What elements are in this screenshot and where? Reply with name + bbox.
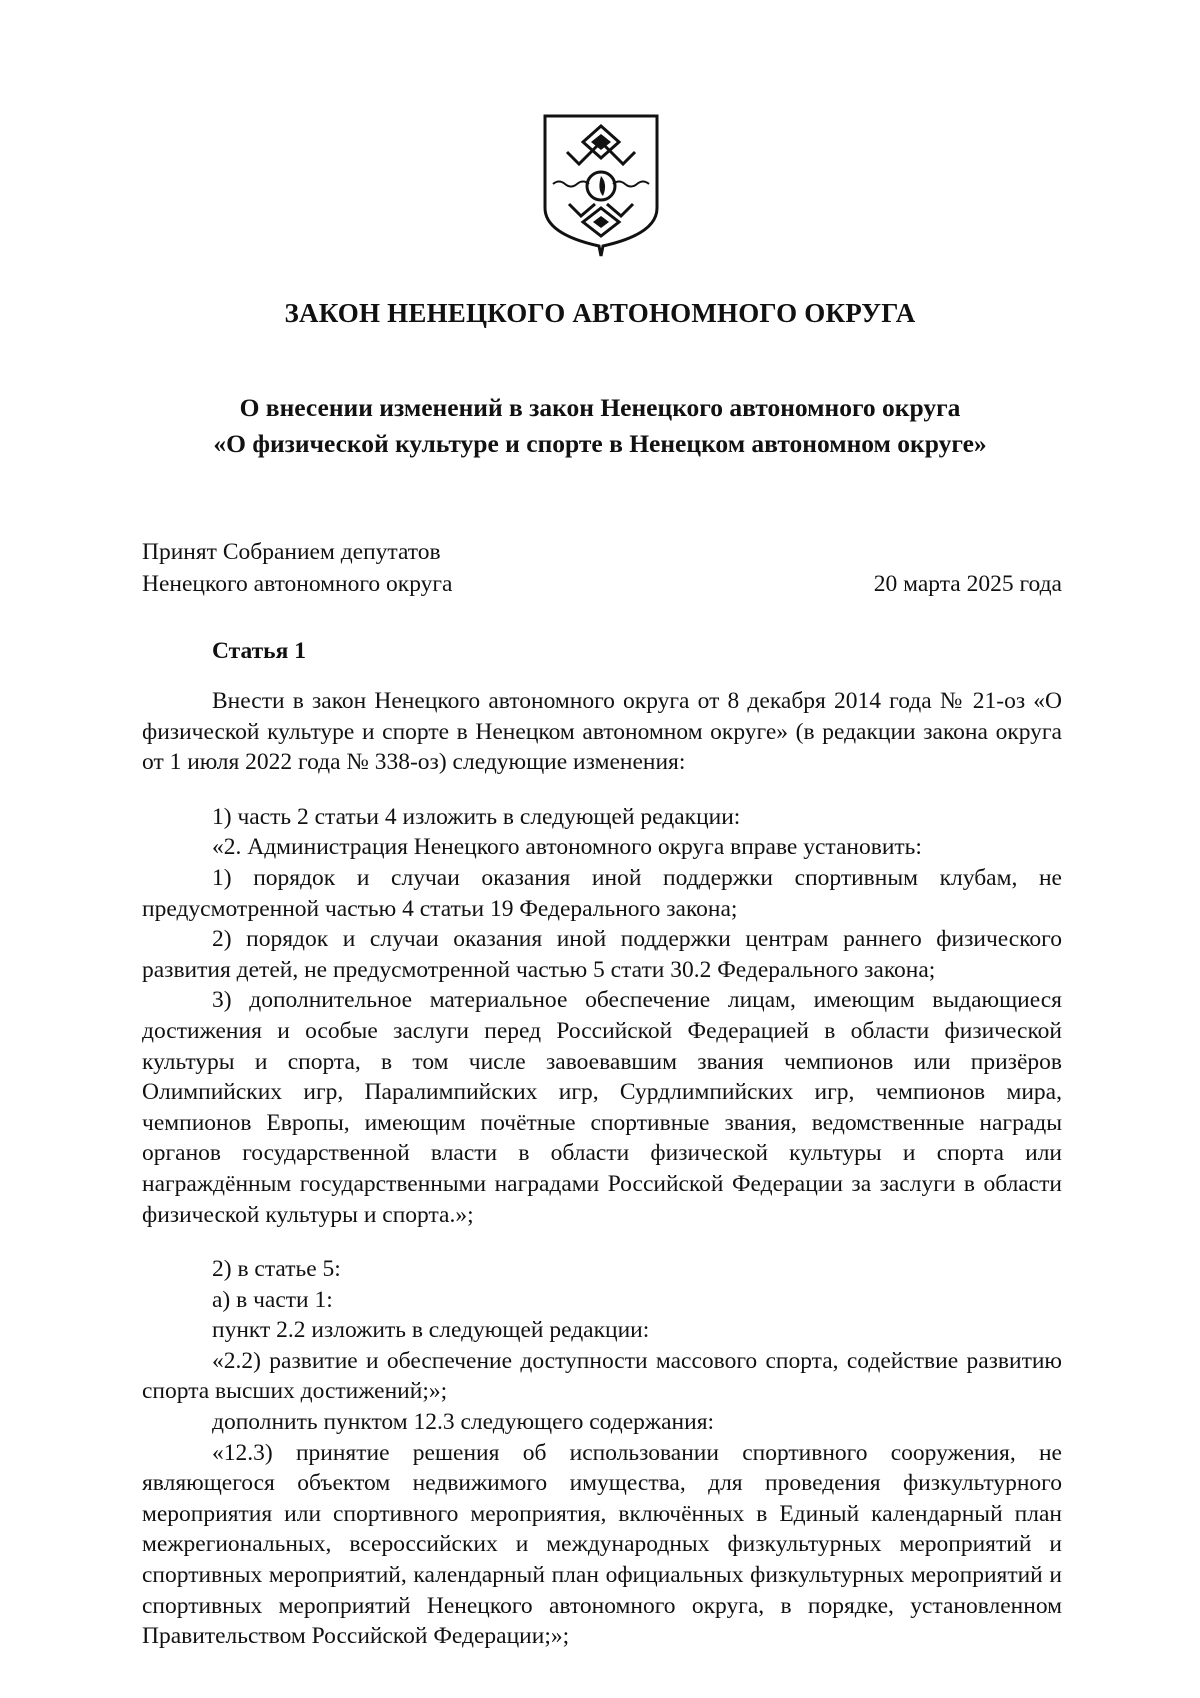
- nenets-coat-of-arms-icon: [541, 112, 661, 258]
- paragraph: «2.2) развитие и обеспечение доступности массового спорта, содействие развитию спорта высших достижений;»;: [142, 1347, 1062, 1405]
- adopted-by-line-1: Принят Собранием депутатов: [142, 539, 441, 565]
- law-title: ЗАКОН НЕНЕЦКОГО АВТОНОМНОГО ОКРУГА: [284, 298, 916, 328]
- article-body: [142, 686, 1062, 1652]
- coat-of-arms-graphic: [541, 112, 661, 258]
- article-heading: Статья 1: [212, 638, 306, 664]
- subtitle-line-2: «О физической культуре и спорте в Ненецком автономном округе»: [213, 429, 987, 458]
- paragraph: дополнить пунктом 12.3 следующего содержания:: [212, 1409, 715, 1436]
- paragraph: 3) дополнительное материальное обеспечение лицам, имеющим выдающиеся достижения и особые заслуги перед Российской Федерацией в области физической культуры и спорта, в том числе завоевавшим звания чемпионов или призёров Олимпийских игр, Паралимпийских игр, Сурдлимпийских игр, чемпионов мира, чемпионов Европы, имеющим почётные спортивные звания, ведомственные награды органов государственной власти в области физической культуры и спорта или награждённым государственными наградами Российской Федерации за заслуги в области физической культуры и спорта.»;: [142, 987, 1062, 1228]
- paragraph: 2) порядок и случаи оказания иной поддержки центрам раннего физического развития детей, не предусмотренной частью 5 стати 30.2 Федерального закона;: [142, 926, 1062, 983]
- paragraph: «2. Администрация Ненецкого автономного округа вправе установить:: [212, 834, 922, 861]
- paragraph: «12.3) принятие решения об использовании спортивного сооружения, не являющегося объектом недвижимого имущества, для проведения физкультурного мероприятия или спортивного мероприятия, включённых в Единый календарный план межрегиональных, всероссийских и международных физкультурных мероприятий и спортивных мероприятий, календарный план официальных физкультурных мероприятий и спортивных мероприятий Ненецкого автономного округа, в порядке, установленном Правительством Российской Федерации;»;: [142, 1439, 1062, 1650]
- law-subtitle: [0, 390, 1200, 462]
- adopted-by-line-2: Ненецкого автономного округа: [142, 571, 453, 597]
- paragraph: 1) порядок и случаи оказания иной поддержки спортивным клубам, не предусмотренной частью 4 статьи 19 Федерального закона;: [142, 864, 1062, 922]
- adoption-date: 20 марта 2025 года: [873, 571, 1062, 597]
- paragraph: а) в части 1:: [212, 1286, 333, 1313]
- paragraph: пункт 2.2 изложить в следующей редакции:: [212, 1317, 650, 1344]
- adoption-block: [142, 536, 1062, 600]
- paragraph: 1) часть 2 статьи 4 изложить в следующей редакции:: [212, 803, 741, 830]
- paragraph: 2) в статье 5:: [212, 1256, 341, 1283]
- paragraph: Внести в закон Ненецкого автономного округа от 8 декабря 2014 года № 21-оз «О физической культуре и спорте в Ненецком автономном округе» (в редакции закона округа от 1 июля 2022 года № 338-оз) следующие изменения:: [142, 688, 1062, 776]
- subtitle-line-1: О внесении изменений в закон Ненецкого автономного округа: [239, 393, 961, 422]
